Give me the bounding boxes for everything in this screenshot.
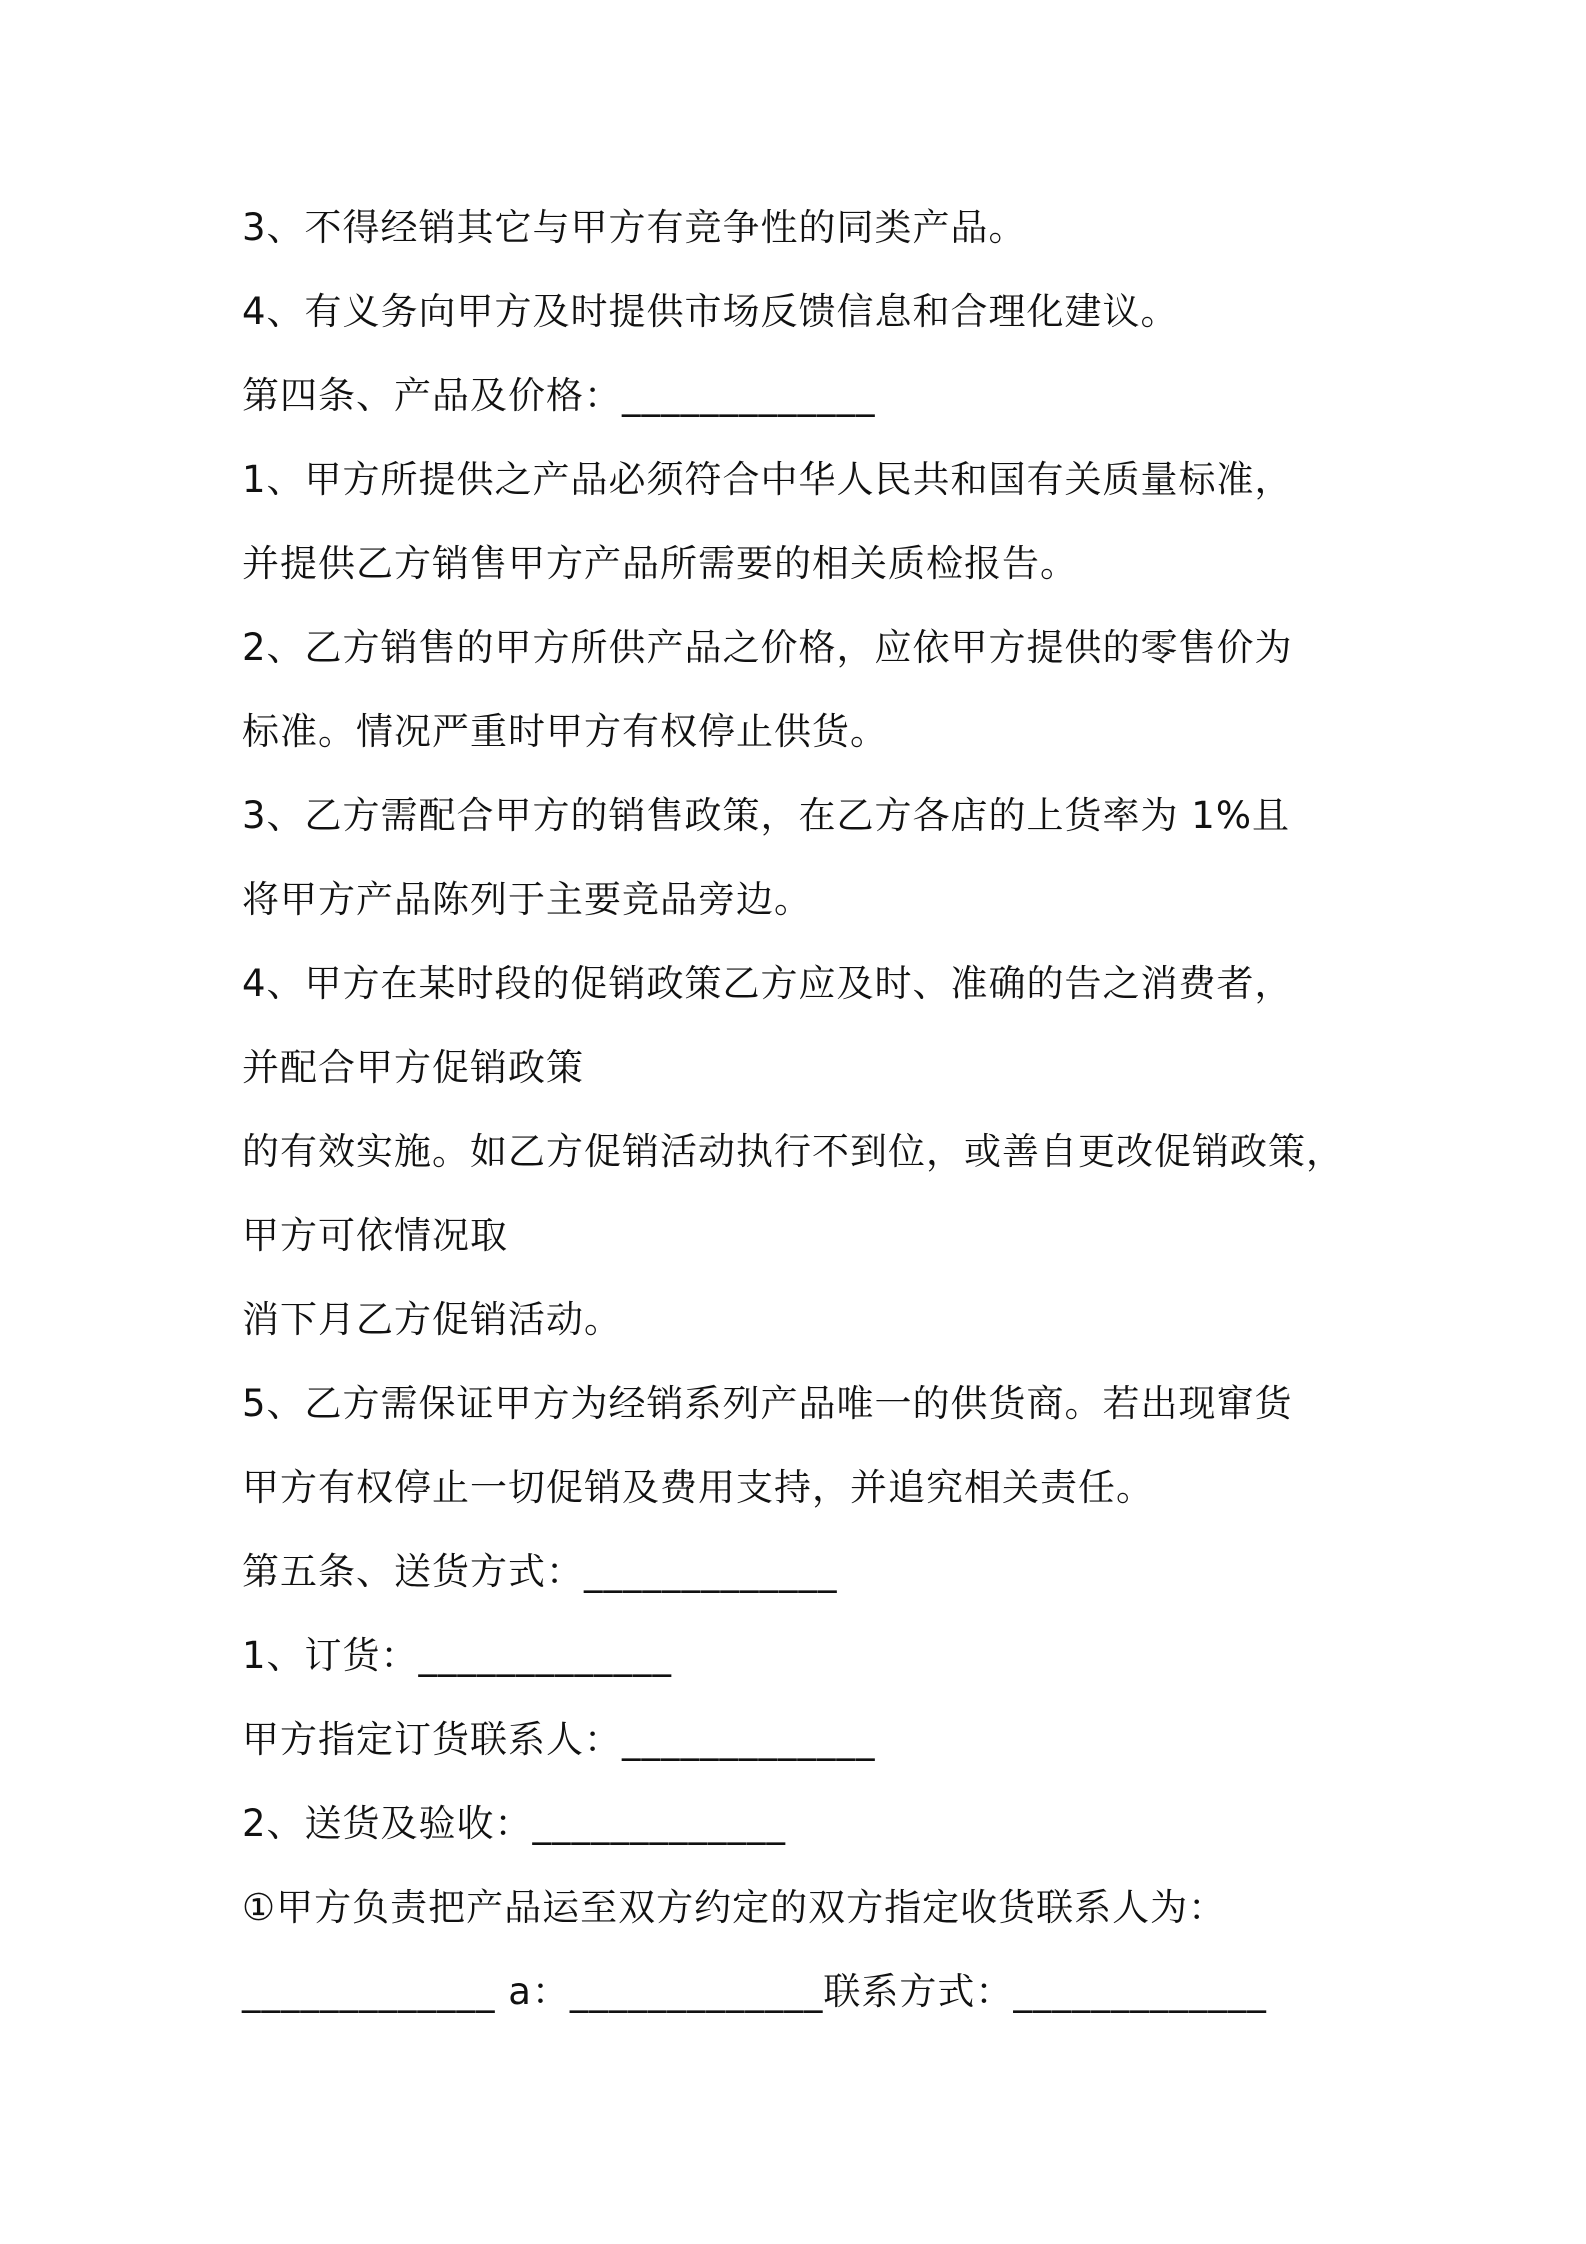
clause-line-4: 1、甲方所提供之产品必须符合中华人民共和国有关质量标准， [242,458,1293,501]
clause-line-12: 的有效实施。如乙方促销活动执行不到位，或善自更改促销政策， [242,1130,1344,1173]
clause-line-7: 标准。情况严重时甲方有权停止供货。 [242,710,888,753]
clause-line-16: 甲方有权停止一切促销及费用支持，并追究相关责任。 [242,1466,1154,1509]
clause-line-8: 3、乙方需配合甲方的销售政策，在乙方各店的上货率为 1%且 [242,794,1290,837]
clause-line-21: ①甲方负责把产品运至双方约定的双方指定收货联系人为： [242,1886,1227,1929]
clause-line-13: 甲方可依情况取 [242,1214,508,1257]
article-4-heading: 第四条、产品及价格：_____________ [242,374,876,417]
clause-line-22: _____________ a：_____________联系方式：_____________ [242,1970,1267,2013]
clause-line-20: 2、送货及验收：_____________ [242,1802,787,1845]
clause-line-5: 并提供乙方销售甲方产品所需要的相关质检报告。 [242,542,1078,585]
clause-line-15: 5、乙方需保证甲方为经销系列产品唯一的供货商。若出现窜货 [242,1382,1293,1425]
clause-line-9: 将甲方产品陈列于主要竞品旁边。 [242,878,812,921]
clause-line-14: 消下月乙方促销活动。 [242,1298,622,1341]
clause-line-2: 4、有义务向甲方及时提供市场反馈信息和合理化建议。 [242,290,1179,333]
clause-line-1: 3、不得经销其它与甲方有竞争性的同类产品。 [242,206,1027,249]
clause-line-19: 甲方指定订货联系人：_____________ [242,1718,876,1761]
clause-line-18: 1、订货：_____________ [242,1634,673,1677]
clause-line-10: 4、甲方在某时段的促销政策乙方应及时、准确的告之消费者， [242,962,1293,1005]
clause-line-11: 并配合甲方促销政策 [242,1046,584,1089]
clause-line-6: 2、乙方销售的甲方所供产品之价格，应依甲方提供的零售价为 [242,626,1293,669]
article-5-heading: 第五条、送货方式：_____________ [242,1550,838,1593]
